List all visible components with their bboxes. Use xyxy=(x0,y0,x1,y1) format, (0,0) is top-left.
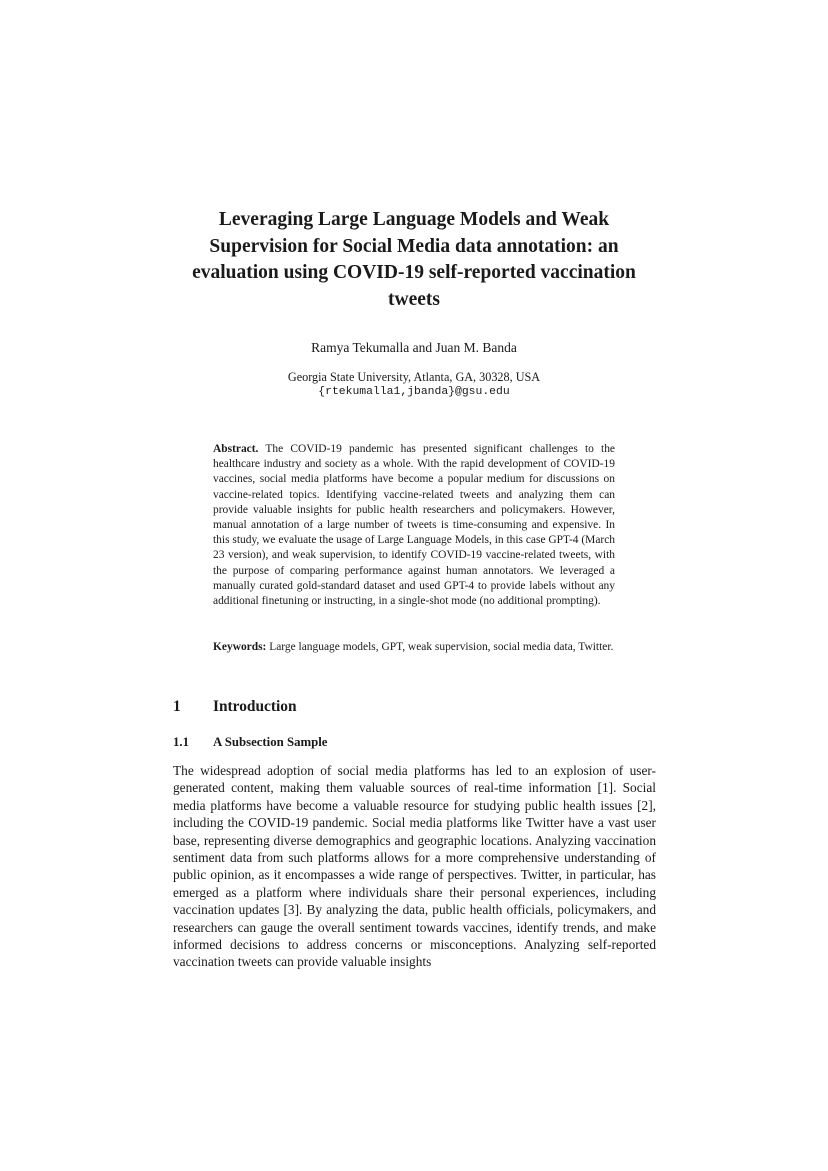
abstract-text: The COVID-19 pandemic has presented significant challenges to the healthcare industry and society as a whole. With the rapid development of COVID-19 vaccines, social media platforms have become a popular medium for discussions on vaccine-related topics. Identifying vaccine-related tweets and analyzing them can provide valuable insights for public health researchers and policymakers. However, manual annotation of a large number of tweets is time-consuming and expensive. In this study, we evaluate the usage of Large Language Models, in this case GPT-4 (March 23 version), and weak supervision, to identify COVID-19 vaccine-related tweets, with the purpose of comparing performance against human annotators. We leveraged a manually curated gold-standard dataset and used GPT-4 to provide labels without any additional finetuning or instructing, in a single-shot mode (no additional prompting). xyxy=(213,443,616,608)
section-title: Introduction xyxy=(213,698,297,715)
abstract-label: Abstract. xyxy=(213,443,259,455)
section-number: 1 xyxy=(173,698,181,715)
abstract xyxy=(213,442,615,609)
paper-title: Leveraging Large Language Models and Weak Supervision for Social Media data annotation: an evaluation using COVID-19 self-reported vaccination tweets xyxy=(192,209,636,310)
subsection-heading xyxy=(173,734,328,751)
subsection-title: A Subsection Sample xyxy=(213,735,328,749)
subsection-number: 1.1 xyxy=(173,735,189,749)
affiliation-block xyxy=(170,370,658,400)
keywords-text: Large language models, GPT, weak supervision, social media data, Twitter. xyxy=(269,641,614,653)
keywords-label: Keywords: xyxy=(213,641,267,653)
author-email: {rtekumalla1,jbanda}@gsu.edu xyxy=(318,386,510,398)
section-heading xyxy=(173,697,297,717)
author-list: Ramya Tekumalla and Juan M. Banda xyxy=(311,340,517,355)
keywords xyxy=(213,640,615,655)
affiliation: Georgia State University, Atlanta, GA, 30328, USA xyxy=(287,370,541,384)
body-paragraph: The widespread adoption of social media platforms has led to an explosion of user-generated content, making them valuable sources of real-time information [1]. Social media platforms have become a valuable resource for studying public health issues [2], including the COVID-19 pandemic. Social media platforms like Twitter have a vast user base, representing diverse demographics and geographic locations. Analyzing vaccination sentiment data from such platforms allows for a more comprehensive understanding of public opinion, as it encompasses a wide range of perspectives. Twitter, in particular, has emerged as a platform where individuals share their personal experiences, including vaccination updates [3]. By analyzing the data, public health officials, policymakers, and researchers can gauge the overall sentiment towards vaccines, identify trends, and make informed decisions to address concerns or misconceptions. Analyzing self-reported vaccination tweets can provide valuable insights xyxy=(173,763,656,970)
